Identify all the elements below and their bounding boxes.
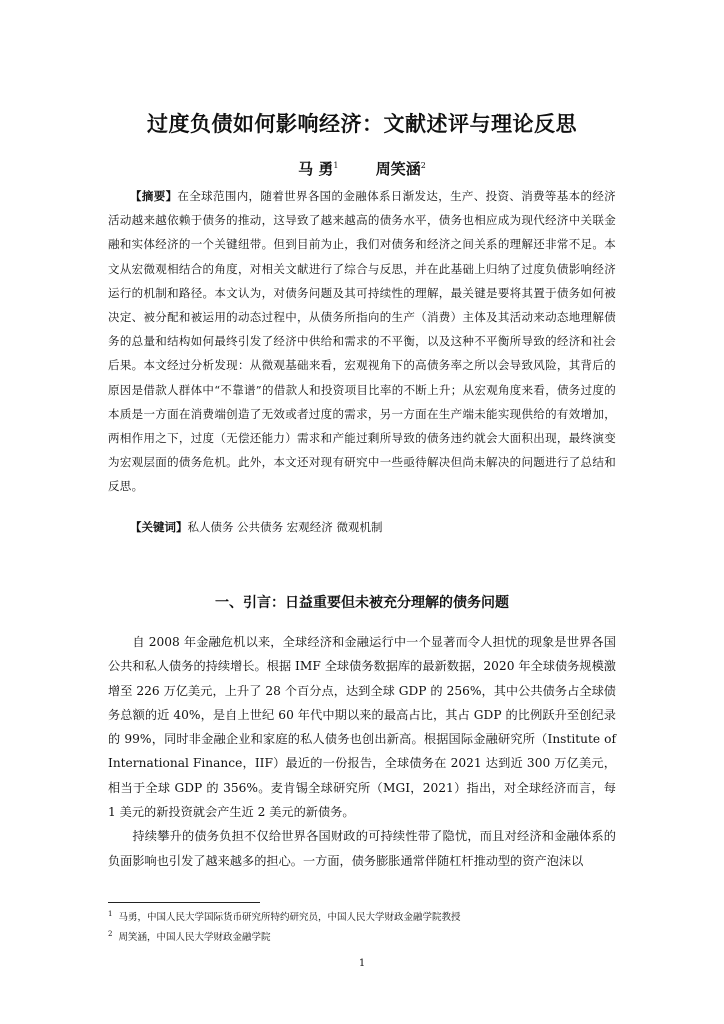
author-1-footnote-mark: 1 xyxy=(333,161,339,170)
footnote-1 xyxy=(108,906,616,926)
author-2: 周笑涵$^2$ xyxy=(375,160,426,178)
footnote-2-mark: 2 xyxy=(108,930,113,939)
author-2-footnote-mark: 2 xyxy=(420,161,426,170)
author-line xyxy=(0,158,724,179)
footnote-divider xyxy=(108,902,260,903)
footnote-2-text: 周笑涵，中国人民大学财政金融学院 xyxy=(118,932,271,944)
footnote-2 xyxy=(108,926,616,946)
body-paragraph-1: 自 2008 年金融危机以来，全球经济和金融运行中一个显著而令人担忧的现象是世界各国公共和私人债务的持续增长。根据 IMF 全球债务数据库的最新数据，2020 年全球债务规模激增至 226 万亿美元，上升了 28 个百分点，达到全球 GDP 的 256%，其中公共债务占全球债务总额的近 40%，是自上世纪 60 年代中期以来的最高占比，其占 GDP 的比例跃升至创纪录的 99%，同时非金融企业和家庭的私人债务也创出新高。根据国际金融研究所（Institute of International Finance，IIF）最近的一份报告，全球债务在 2021 达到近 300 万亿美元，相当于全球 GDP 的 356%。麦肯锡全球研究所（MGI，2021）指出，对全球经济而言，每 1 美元的新投资就会产生近 2 美元的新债务。 xyxy=(108,635,616,820)
abstract-text: 在全球范围内，随着世界各国的金融体系日渐发达，生产、投资、消费等基本的经济活动越来越依赖于债务的推动，这导致了越来越高的债务水平，债务也相应成为现代经济中关联金融和实体经济的一个关键纽带。但到目前为止，我们对债务和经济之间关系的理解还非常不足。本文从宏微观相结合的角度，对相关文献进行了综合与反思，并在此基础上归纳了过度负债影响经济运行的机制和路径。本文认为，对债务问题及其可持续性的理解，最关键是要将其置于债务如何被决定、被分配和被运用的动态过程中，从债务所指向的生产（消费）主体及其活动来动态地理解债务的总量和结构如何最终引发了经济中供给和需求的不平衡，以及这种不平衡所导致的经济和社会后果。本文经过分析发现：从微观基础来看，宏观视角下的高债务率之所以会导致风险，其背后的原因是借款人群体中“不靠谱”的借款人和投资项目比率的不断上升；从宏观角度来看，债务过度的本质是一方面在消费端创造了无效或者过度的需求，另一方面在生产端未能实现供给的有效增加，两相作用之下，过度（无偿还能力）需求和产能过剩所导致的债务违约就会大面积出现，最终演变为宏观层面的债务危机。此外，本文还对现有研究中一些亟待解决但尚未解决的问题进行了总结和反思。 xyxy=(108,189,616,494)
footnote-1-mark: 1 xyxy=(108,910,113,918)
keywords xyxy=(130,516,616,538)
abstract-label: 【摘要】 xyxy=(130,189,178,203)
footnote-1-text: 马勇，中国人民大学国际货币研究所特约研究员，中国人民大学财政金融学院教授 xyxy=(118,912,461,924)
body-text xyxy=(108,630,616,873)
footnotes xyxy=(108,906,616,946)
body-paragraph-2: 持续攀升的债务负担不仅给世界各国财政的可持续性带了隐忧，而且对经济和金融体系的负面影响也引发了越来越多的担心。一方面，债务膨胀通常伴随杠杆推动型的资产泡沫以 xyxy=(108,829,616,868)
author-1: 马 勇$^1$ xyxy=(298,160,339,178)
keywords-label: 【关键词】 xyxy=(130,520,188,534)
section-heading: 一、引言：日益重要但未被充分理解的债务问题 xyxy=(215,595,509,611)
paper-title: 过度负债如何影响经济：文献述评与理论反思 xyxy=(147,112,577,136)
page-number: 1 xyxy=(358,958,366,969)
keywords-text: 私人债务 公共债务 宏观经济 微观机制 xyxy=(187,520,383,534)
abstract xyxy=(108,184,616,499)
